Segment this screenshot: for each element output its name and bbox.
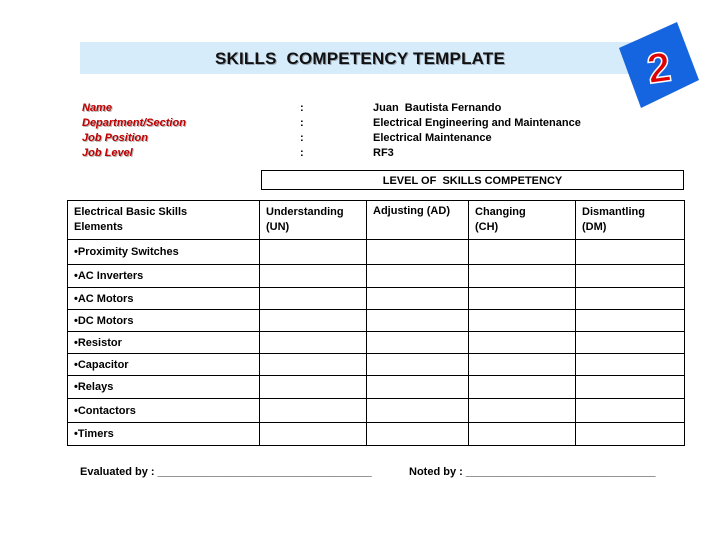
info-label: Name bbox=[82, 102, 112, 114]
cell-ad[interactable] bbox=[367, 376, 469, 399]
table-row bbox=[68, 240, 685, 265]
info-label: Job Level bbox=[82, 147, 133, 159]
row-element: •AC Motors bbox=[68, 288, 260, 310]
cell-ch[interactable] bbox=[469, 265, 576, 288]
cell-dm[interactable] bbox=[576, 399, 685, 423]
cell-ad[interactable] bbox=[367, 310, 469, 332]
cell-un[interactable] bbox=[260, 288, 367, 310]
row-element: •Resistor bbox=[68, 332, 260, 354]
cell-dm[interactable] bbox=[576, 265, 685, 288]
row-element: •Proximity Switches bbox=[68, 240, 260, 265]
evaluated-by-signature-line[interactable]: ___________________________________ bbox=[157, 466, 372, 478]
cell-ch[interactable] bbox=[469, 240, 576, 265]
cell-dm[interactable] bbox=[576, 240, 685, 265]
cell-un[interactable] bbox=[260, 310, 367, 332]
cell-un[interactable] bbox=[260, 423, 367, 446]
cell-dm[interactable] bbox=[576, 354, 685, 376]
header-line1: Dismantling bbox=[582, 206, 645, 218]
header-line2: (UN) bbox=[266, 221, 290, 233]
header-line2: (CH) bbox=[475, 221, 499, 233]
cell-ad[interactable] bbox=[367, 288, 469, 310]
cell-ad[interactable] bbox=[367, 332, 469, 354]
info-value: RF3 bbox=[373, 147, 394, 159]
cell-dm[interactable] bbox=[576, 310, 685, 332]
evaluated-by-label: Evaluated by : bbox=[80, 466, 155, 478]
cell-ad[interactable] bbox=[367, 265, 469, 288]
info-value: Electrical Maintenance bbox=[373, 132, 492, 144]
table-row bbox=[68, 332, 685, 354]
cell-dm[interactable] bbox=[576, 332, 685, 354]
cell-dm[interactable] bbox=[576, 423, 685, 446]
table-row bbox=[68, 423, 685, 446]
header-elements-line1: Electrical Basic Skills bbox=[74, 206, 188, 218]
table-row bbox=[68, 265, 685, 288]
cell-ad[interactable] bbox=[367, 423, 469, 446]
cell-ch[interactable] bbox=[469, 310, 576, 332]
slide-number-badge bbox=[617, 20, 701, 110]
header-dismantling bbox=[576, 201, 685, 240]
row-element: •DC Motors bbox=[68, 310, 260, 332]
table-row bbox=[68, 288, 685, 310]
noted-by-signature-line[interactable]: _______________________________ bbox=[465, 466, 656, 478]
cell-ch[interactable] bbox=[469, 332, 576, 354]
cell-ad[interactable] bbox=[367, 399, 469, 423]
info-label: Department/Section bbox=[82, 117, 186, 129]
header-line1: Changing bbox=[475, 206, 526, 218]
cell-ch[interactable] bbox=[469, 399, 576, 423]
cell-ad[interactable] bbox=[367, 354, 469, 376]
header-line2: (DM) bbox=[582, 221, 607, 233]
table-row bbox=[68, 354, 685, 376]
header-changing bbox=[469, 201, 576, 240]
cell-un[interactable] bbox=[260, 376, 367, 399]
page-title: SKILLS COMPETENCY TEMPLATE bbox=[214, 49, 505, 68]
info-value: Juan Bautista Fernando bbox=[373, 102, 502, 114]
header-understanding bbox=[260, 201, 367, 240]
table-row bbox=[68, 376, 685, 399]
noted-by-label: Noted by : bbox=[409, 466, 463, 478]
cell-un[interactable] bbox=[260, 399, 367, 423]
row-element: •Relays bbox=[68, 376, 260, 399]
header-adjusting bbox=[367, 201, 469, 240]
level-of-skills-header: LEVEL OF SKILLS COMPETENCY bbox=[261, 170, 684, 190]
cell-un[interactable] bbox=[260, 354, 367, 376]
info-colon: : bbox=[300, 117, 304, 129]
header-elements-line2: Elements bbox=[74, 221, 123, 233]
slide-number: 2 bbox=[644, 42, 674, 93]
cell-un[interactable] bbox=[260, 332, 367, 354]
cell-ch[interactable] bbox=[469, 288, 576, 310]
row-element: •Contactors bbox=[68, 399, 260, 423]
header-line1: Understanding bbox=[266, 206, 344, 218]
info-colon: : bbox=[300, 102, 304, 114]
row-element: •AC Inverters bbox=[68, 265, 260, 288]
cell-un[interactable] bbox=[260, 265, 367, 288]
cell-dm[interactable] bbox=[576, 288, 685, 310]
noted-by bbox=[409, 466, 656, 478]
header-elements bbox=[68, 201, 260, 240]
cell-un[interactable] bbox=[260, 240, 367, 265]
cell-ch[interactable] bbox=[469, 354, 576, 376]
table-row bbox=[68, 310, 685, 332]
cell-ch[interactable] bbox=[469, 423, 576, 446]
row-element: •Timers bbox=[68, 423, 260, 446]
skills-table bbox=[67, 200, 685, 446]
cell-ch[interactable] bbox=[469, 376, 576, 399]
evaluated-by bbox=[80, 466, 372, 478]
header-line1: Adjusting (AD) bbox=[373, 205, 450, 217]
table-row bbox=[68, 399, 685, 423]
info-colon: : bbox=[300, 132, 304, 144]
cell-ad[interactable] bbox=[367, 240, 469, 265]
table-header-row bbox=[68, 201, 685, 240]
row-element: •Capacitor bbox=[68, 354, 260, 376]
info-label: Job Position bbox=[82, 132, 148, 144]
info-value: Electrical Engineering and Maintenance bbox=[373, 117, 581, 129]
cell-dm[interactable] bbox=[576, 376, 685, 399]
info-colon: : bbox=[300, 147, 304, 159]
